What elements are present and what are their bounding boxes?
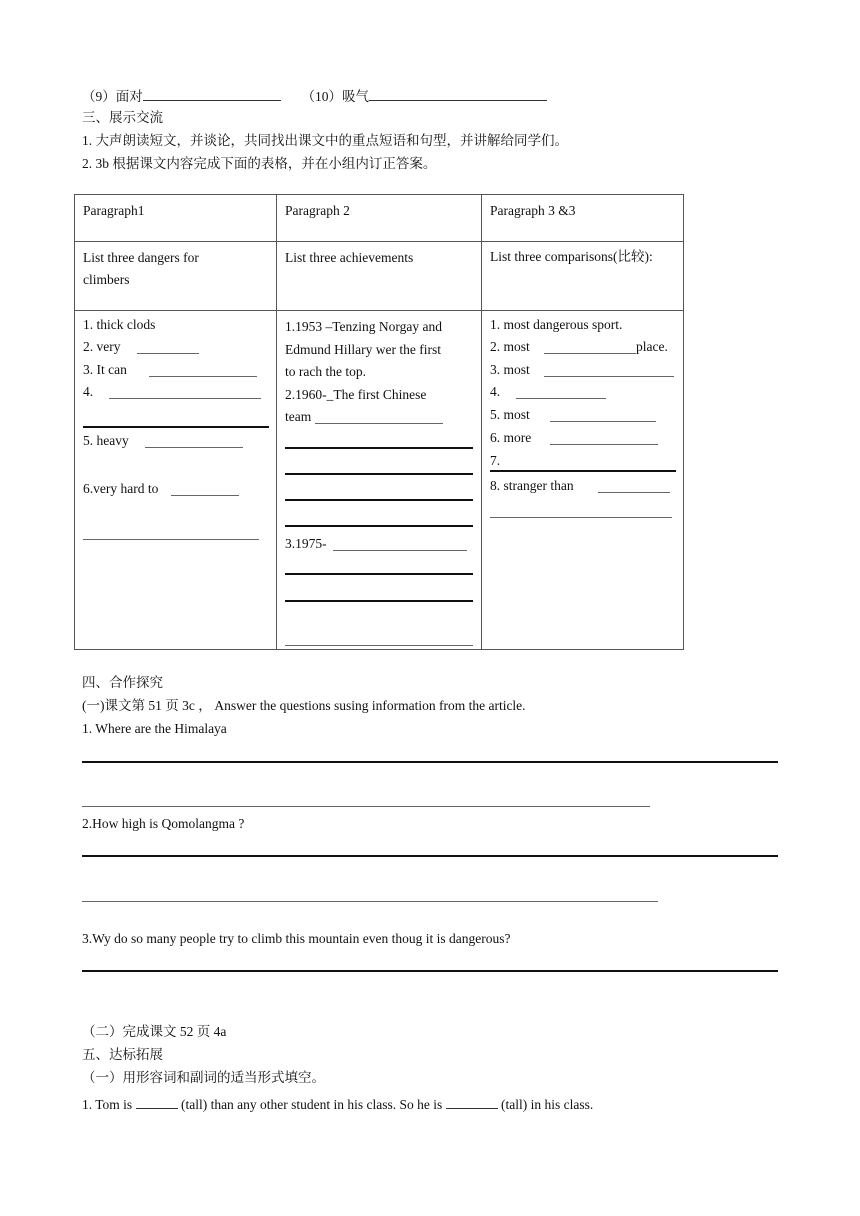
section-3-heading: 三、展示交流 xyxy=(82,110,163,125)
subheader-dangers-line2: climbers xyxy=(83,272,130,287)
achievement-1-line3: to rach the top. xyxy=(285,364,366,379)
comparison-item-7: 7. xyxy=(490,453,501,468)
answer-3-line-bold[interactable] xyxy=(82,970,778,972)
achievement-3: 3.1975- xyxy=(285,536,327,551)
achievement-3-answer-line-1[interactable] xyxy=(285,573,473,575)
comparison-item-6: 6. more xyxy=(490,430,532,445)
comparison-item-2-blank[interactable] xyxy=(544,353,636,354)
danger-item-2: 2. very xyxy=(83,339,121,354)
comparison-item-8-blank[interactable] xyxy=(598,492,670,493)
danger-item-5: 5. heavy xyxy=(83,433,129,448)
question-2: 2.How high is Qomolangma ? xyxy=(82,816,245,831)
comparison-item-8-answer-line[interactable] xyxy=(490,517,672,518)
danger-item-6-answer-line[interactable] xyxy=(83,539,259,540)
exercise-1-part-c: (tall) in his class. xyxy=(501,1097,594,1112)
vocab-line xyxy=(82,87,547,106)
answer-1-line-thin[interactable] xyxy=(82,806,650,807)
achievement-2-answer-line-1[interactable] xyxy=(285,447,473,449)
comparison-item-3: 3. most xyxy=(490,362,530,377)
danger-item-2-blank[interactable] xyxy=(137,353,199,354)
achievement-2-answer-line-2[interactable] xyxy=(285,473,473,475)
section-5-heading: 五、达标拓展 xyxy=(82,1047,163,1062)
exercise-1 xyxy=(82,1095,593,1114)
answer-2-line-bold[interactable] xyxy=(82,855,778,857)
achievement-2-line2: team xyxy=(285,409,312,424)
exercise-1-part-b: (tall) than any other student in his class. So he is xyxy=(180,1097,443,1112)
achievement-1-line2: Edmund Hillary wer the first xyxy=(285,342,441,357)
vocab-9-label: （9）面对 xyxy=(82,89,143,104)
danger-item-6-blank[interactable] xyxy=(171,495,239,496)
achievement-1-line1: 1.1953 –Tenzing Norgay and xyxy=(285,319,443,334)
achievement-2-answer-line-3[interactable] xyxy=(285,499,473,501)
comparison-item-5: 5. most xyxy=(490,407,530,422)
exercise-1-blank-2[interactable] xyxy=(446,1095,498,1109)
vocab-10-blank[interactable] xyxy=(369,87,547,101)
instruction-1: 1. 大声朗读短文，并谈论，共同找出课文中的重点短语和句型，并讲解给同学们。 xyxy=(82,133,568,148)
comparison-item-7-answer-line[interactable] xyxy=(490,470,676,472)
subheader-comparisons: List three comparisons(比较): xyxy=(490,249,653,264)
comparison-item-6-blank[interactable] xyxy=(550,444,658,445)
comparison-item-1: 1. most dangerous sport. xyxy=(490,317,623,332)
danger-item-1: 1. thick clods xyxy=(83,317,156,332)
subheader-achievements: List three achievements xyxy=(285,250,414,265)
section-5-instruction: （一）用形容词和副词的适当形式填空。 xyxy=(82,1070,325,1085)
danger-item-3-blank[interactable] xyxy=(149,376,257,377)
question-1: 1. Where are the Himalaya xyxy=(82,721,227,736)
questions-intro: (一)课文第 51 页 3c ， Answer the questions susing information from the article. xyxy=(82,698,526,713)
comparison-item-4-blank[interactable] xyxy=(516,398,606,399)
achievement-3-blank[interactable] xyxy=(333,550,467,551)
header-paragraph-1: Paragraph1 xyxy=(83,203,145,218)
danger-item-3: 3. It can xyxy=(83,362,127,377)
header-paragraph-3: Paragraph 3 &3 xyxy=(490,203,576,218)
subsection-2: （二）完成课文 52 页 4a xyxy=(82,1024,227,1039)
achievement-2-line1: 2.1960-_The first Chinese xyxy=(285,387,427,402)
answer-1-line-bold[interactable] xyxy=(82,761,778,763)
achievement-2-blank[interactable] xyxy=(315,423,443,424)
question-3: 3.Wy do so many people try to climb this mountain even thoug it is dangerous? xyxy=(82,931,511,946)
achievement-3-answer-line-2[interactable] xyxy=(285,600,473,602)
danger-item-4: 4. xyxy=(83,384,94,399)
subheader-dangers-line1: List three dangers for xyxy=(83,250,199,265)
danger-item-4-blank[interactable] xyxy=(109,398,261,399)
answer-2-line-thin[interactable] xyxy=(82,901,658,902)
danger-item-5-blank[interactable] xyxy=(145,447,243,448)
danger-item-4-answer-line[interactable] xyxy=(83,426,269,428)
comparison-item-4: 4. xyxy=(490,384,501,399)
section-4-heading: 四、合作探究 xyxy=(82,675,163,690)
comparison-item-8: 8. stranger than xyxy=(490,478,574,493)
vocab-9-blank[interactable] xyxy=(143,87,281,101)
comparison-item-3-blank[interactable] xyxy=(544,376,674,377)
comparison-item-2: 2. most xyxy=(490,339,530,354)
achievement-3-answer-line-3[interactable] xyxy=(285,645,473,646)
vocab-10-label: （10）吸气 xyxy=(301,89,369,104)
achievement-2-answer-line-4[interactable] xyxy=(285,525,473,527)
danger-item-6: 6.very hard to xyxy=(83,481,159,496)
exercise-1-blank-1[interactable] xyxy=(136,1095,178,1109)
comparison-item-5-blank[interactable] xyxy=(550,421,656,422)
header-paragraph-2: Paragraph 2 xyxy=(285,203,350,218)
comparison-item-2-suffix: place. xyxy=(636,339,668,354)
paragraph-table xyxy=(74,194,684,650)
instruction-2: 2. 3b 根据课文内容完成下面的表格，并在小组内订正答案。 xyxy=(82,156,437,171)
exercise-1-part-a: 1. Tom is xyxy=(82,1097,133,1112)
